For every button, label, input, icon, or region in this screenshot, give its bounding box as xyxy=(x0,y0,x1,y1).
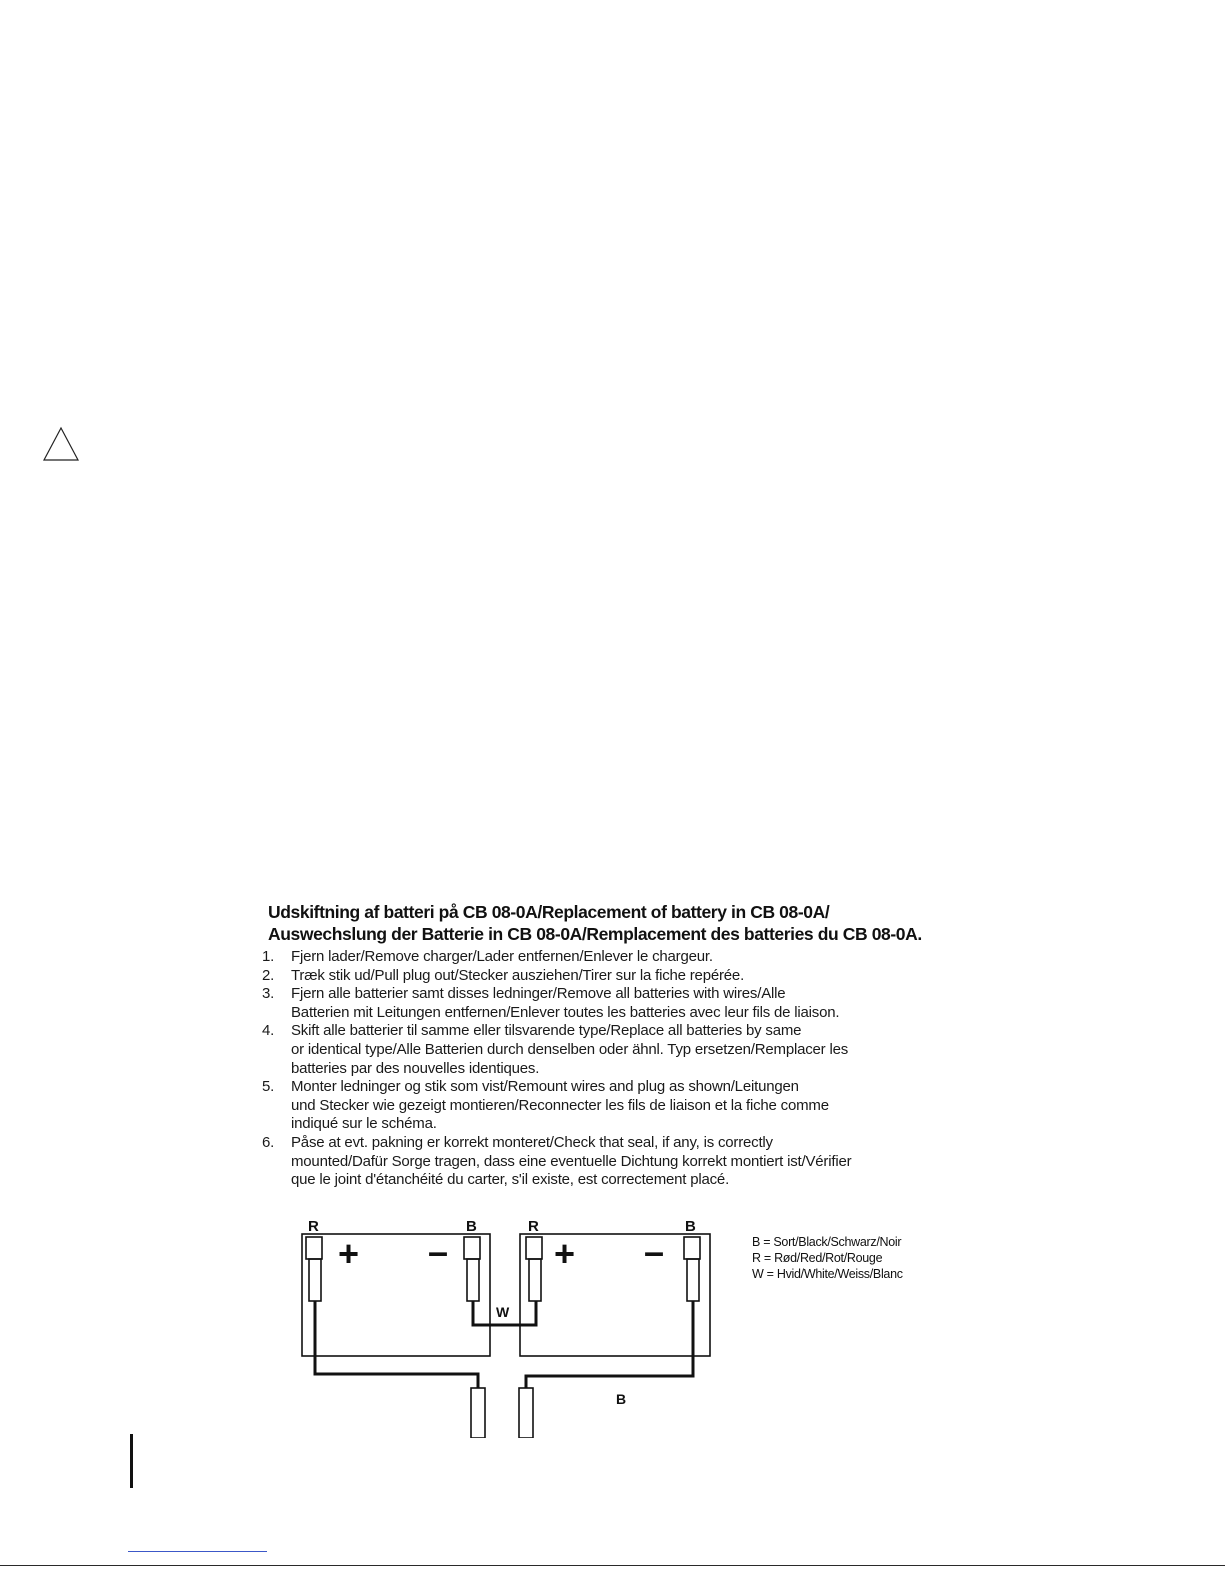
footer-divider xyxy=(0,1565,1225,1566)
step-number: 1. xyxy=(262,948,275,965)
terminal-r-2 xyxy=(526,1237,542,1259)
plus-sign-1: + xyxy=(338,1233,360,1274)
minus-sign-2: – xyxy=(644,1231,665,1272)
minus-sign-1: – xyxy=(428,1231,449,1272)
battery-1 xyxy=(302,1234,490,1356)
legend-item-black: B = Sort/Black/Schwarz/Noir xyxy=(752,1235,902,1249)
legend-item-white: W = Hvid/White/Weiss/Blanc xyxy=(752,1267,903,1281)
step-5 xyxy=(262,1078,851,1134)
terminal-r-1 xyxy=(306,1237,322,1259)
wire-r xyxy=(315,1301,478,1388)
step-line: Skift alle batterier til samme eller tilsvarende type/Replace all batteries by same xyxy=(291,1022,802,1040)
battery-wiring-diagram xyxy=(210,1208,770,1438)
step-4 xyxy=(262,1022,851,1078)
step-line: que le joint d'étanchéité du carter, s'il existe, est correctement placé. xyxy=(291,1171,730,1189)
plug-right xyxy=(519,1388,533,1438)
heading-line-1: Udskiftning af batteri på CB 08-0A/Replacement of battery in CB 08-0A/ xyxy=(268,902,830,922)
warning-triangle-icon xyxy=(42,426,80,462)
step-2 xyxy=(262,967,851,986)
step-line: mounted/Dafür Sorge tragen, dass eine eventuelle Dichtung korrekt montiert ist/Vérifier xyxy=(291,1152,852,1170)
terminal-b-1 xyxy=(464,1237,480,1259)
sleeve-1a xyxy=(309,1259,321,1301)
label-r-2: R xyxy=(528,1218,539,1235)
step-3 xyxy=(262,985,851,1022)
step-number: 4. xyxy=(262,1022,275,1040)
step-line: Fjern alle batterier samt disses ledninger/Remove all batteries with wires/Alle xyxy=(291,985,786,1003)
wire-b xyxy=(526,1301,693,1388)
step-line: or identical type/Alle Batterien durch denselben oder ähnl. Typ ersetzen/Remplacer les xyxy=(291,1040,849,1058)
step-line: indiqué sur le schéma. xyxy=(291,1115,437,1133)
step-line: Batterien mit Leitungen entfernen/Enlever toutes les batteries avec leur fils de liaison. xyxy=(291,1003,840,1021)
label-b-wire: B xyxy=(616,1391,627,1407)
battery-2 xyxy=(520,1234,710,1356)
sleeve-2a xyxy=(529,1259,541,1301)
heading-line-2: Auswechslung der Batterie in CB 08-0A/Remplacement des batteries du CB 08-0A. xyxy=(268,924,922,944)
step-line: Påse at evt. pakning er korrekt monteret/Check that seal, if any, is correctly xyxy=(291,1133,773,1151)
sleeve-1b xyxy=(467,1259,479,1301)
step-number: 5. xyxy=(262,1078,275,1096)
plug-left xyxy=(471,1388,485,1438)
label-r-1: R xyxy=(308,1218,319,1235)
label-b-2: B xyxy=(685,1218,696,1235)
step-line: und Stecker wie gezeigt montieren/Reconnecter les fils de liaison et la fiche comme xyxy=(291,1096,829,1114)
step-line: Monter ledninger og stik som vist/Remount wires and plug as shown/Leitungen xyxy=(291,1078,799,1096)
footer-link-underline[interactable] xyxy=(128,1551,267,1552)
change-bar xyxy=(130,1434,133,1488)
step-1 xyxy=(262,948,851,967)
label-b-1: B xyxy=(466,1218,477,1235)
label-w: W xyxy=(496,1304,510,1320)
terminal-b-2 xyxy=(684,1237,700,1259)
color-legend xyxy=(752,1234,903,1282)
step-number: 3. xyxy=(262,985,275,1003)
sleeve-2b xyxy=(687,1259,699,1301)
legend-item-red: R = Rød/Red/Rot/Rouge xyxy=(752,1251,883,1265)
step-line: batteries par des nouvelles identiques. xyxy=(291,1059,540,1077)
step-number: 2. xyxy=(262,966,275,984)
instruction-steps xyxy=(262,948,851,1190)
step-line: Fjern lader/Remove charger/Lader entfernen/Enlever le chargeur. xyxy=(291,948,713,965)
plus-sign-2: + xyxy=(554,1233,576,1274)
step-6 xyxy=(262,1134,851,1190)
step-line: Træk stik ud/Pull plug out/Stecker ausziehen/Tirer sur la fiche repérée. xyxy=(291,966,745,984)
step-number: 6. xyxy=(262,1133,275,1151)
